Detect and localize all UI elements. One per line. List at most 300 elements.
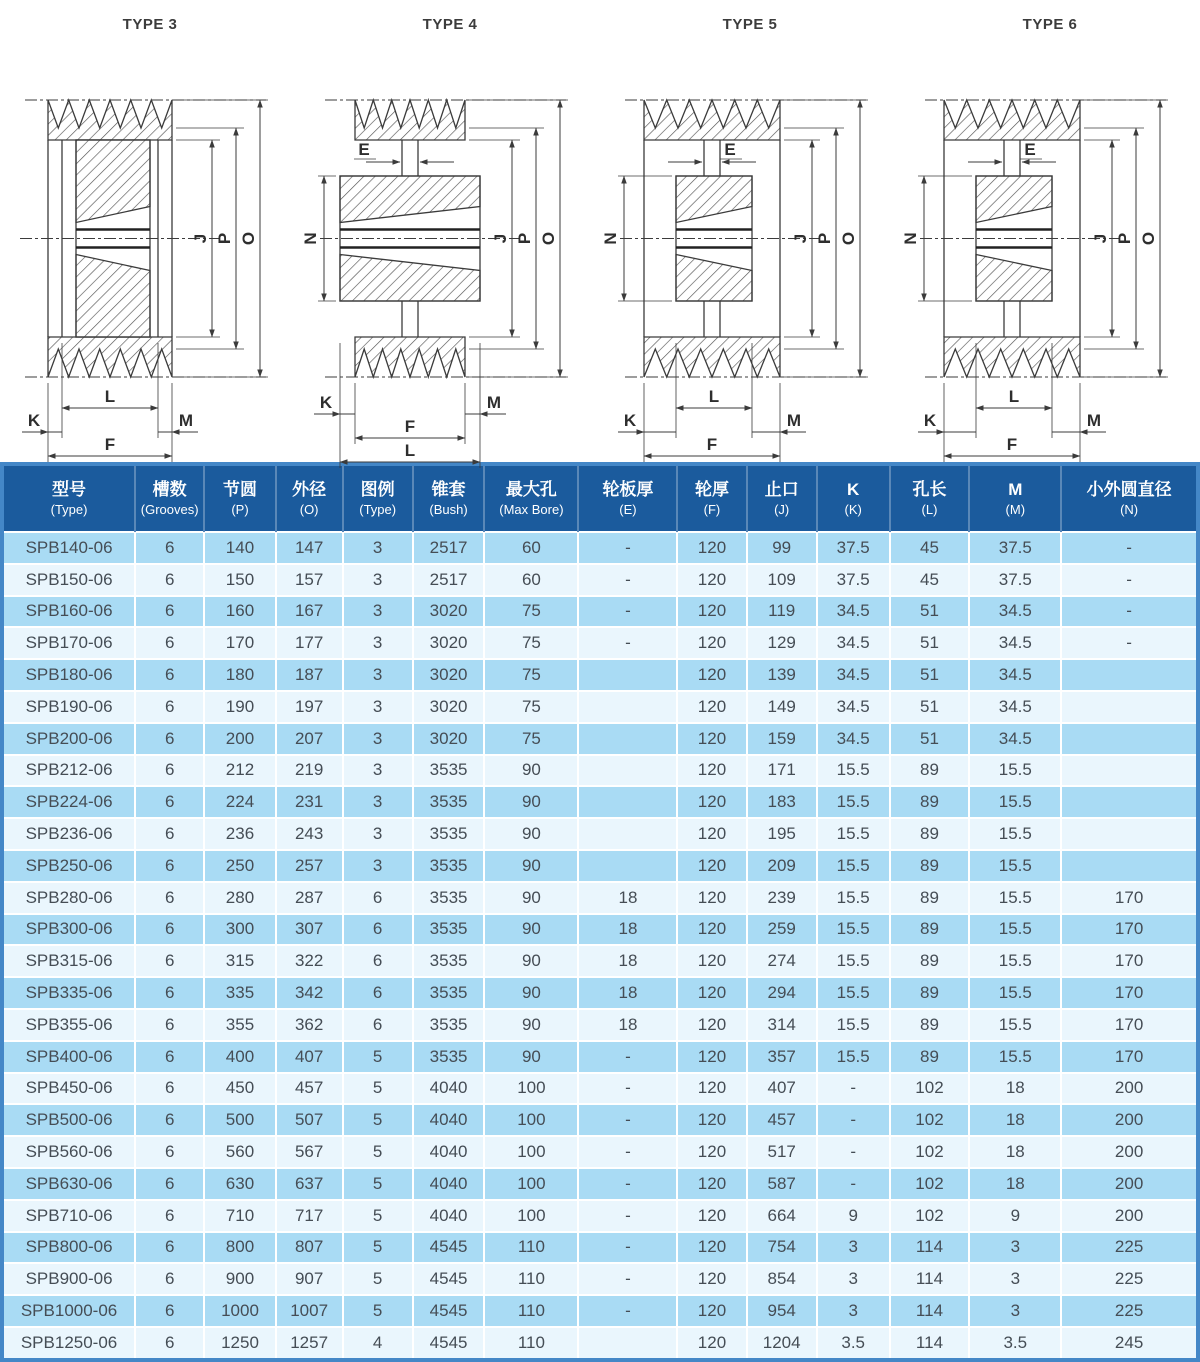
cell-j: 954: [747, 1295, 817, 1327]
cell-l: 89: [890, 914, 970, 946]
svg-text:J: J: [491, 233, 510, 244]
cell-n: 225: [1061, 1232, 1196, 1264]
type6-drawing-panel: [900, 0, 1200, 462]
cell-grooves: 6: [135, 1232, 204, 1264]
cell-legend: 6: [343, 882, 413, 914]
cell-f: 120: [677, 723, 746, 755]
cell-legend: 3: [343, 691, 413, 723]
cell-l: 89: [890, 977, 970, 1009]
cell-n: [1061, 818, 1196, 850]
cell-f: 120: [677, 1327, 746, 1358]
cell-m: 18: [969, 1168, 1061, 1200]
cell-n: 200: [1061, 1136, 1196, 1168]
cell-legend: 3: [343, 596, 413, 628]
cell-k: 3: [817, 1263, 890, 1295]
cell-e: -: [578, 1073, 677, 1105]
cell-e: [578, 1327, 677, 1358]
cell-maxbore: 110: [484, 1263, 578, 1295]
cell-pitch: 900: [204, 1263, 276, 1295]
cell-od: 567: [276, 1136, 343, 1168]
cell-n: 170: [1061, 882, 1196, 914]
table-row-SPB800-06: [4, 1232, 1196, 1264]
cell-j: 854: [747, 1263, 817, 1295]
cell-e: -: [578, 1136, 677, 1168]
cell-f: 120: [677, 691, 746, 723]
table-row-SPB200-06: [4, 723, 1196, 755]
svg-text:M: M: [486, 393, 502, 412]
cell-type: SPB250-06: [4, 850, 135, 882]
cell-f: 120: [677, 659, 746, 691]
cell-bush: 4545: [413, 1232, 485, 1264]
cell-pitch: 236: [204, 818, 276, 850]
cell-grooves: 6: [135, 1263, 204, 1295]
cell-type: SPB280-06: [4, 882, 135, 914]
cell-j: 139: [747, 659, 817, 691]
cell-l: 102: [890, 1200, 970, 1232]
table-row-SPB300-06: [4, 914, 1196, 946]
cell-pitch: 250: [204, 850, 276, 882]
cell-pitch: 160: [204, 596, 276, 628]
column-header-grooves: 槽数 (Grooves): [135, 466, 204, 532]
cell-legend: 5: [343, 1263, 413, 1295]
cell-type: SPB630-06: [4, 1168, 135, 1200]
cell-maxbore: 100: [484, 1136, 578, 1168]
type5-pulley-diagram: [600, 36, 900, 476]
cell-legend: 3: [343, 627, 413, 659]
cell-od: 362: [276, 1009, 343, 1041]
cell-maxbore: 100: [484, 1168, 578, 1200]
cell-maxbore: 100: [484, 1073, 578, 1105]
cell-maxbore: 90: [484, 755, 578, 787]
cell-j: 239: [747, 882, 817, 914]
column-header-j: 止口 (J): [747, 466, 817, 532]
cell-n: 170: [1061, 1009, 1196, 1041]
cell-f: 120: [677, 1073, 746, 1105]
svg-text:N: N: [601, 232, 620, 245]
cell-l: 45: [890, 532, 970, 564]
cell-m: 15.5: [969, 977, 1061, 1009]
table-row-SPB450-06: [4, 1073, 1196, 1105]
cell-maxbore: 100: [484, 1104, 578, 1136]
cell-e: -: [578, 1041, 677, 1073]
cell-k: 15.5: [817, 882, 890, 914]
cell-k: 37.5: [817, 532, 890, 564]
cell-l: 89: [890, 882, 970, 914]
cell-type: SPB224-06: [4, 786, 135, 818]
cell-f: 120: [677, 1041, 746, 1073]
cell-m: 15.5: [969, 945, 1061, 977]
svg-text:J: J: [191, 233, 210, 244]
svg-text:P: P: [815, 232, 834, 245]
cell-n: -: [1061, 532, 1196, 564]
cell-type: SPB500-06: [4, 1104, 135, 1136]
column-header-legend: 图例 (Type): [343, 466, 413, 532]
cell-maxbore: 75: [484, 596, 578, 628]
cell-m: 18: [969, 1136, 1061, 1168]
svg-text:P: P: [215, 232, 234, 245]
cell-e: 18: [578, 1009, 677, 1041]
cell-j: 259: [747, 914, 817, 946]
cell-k: -: [817, 1073, 890, 1105]
cell-legend: 3: [343, 564, 413, 596]
cell-od: 257: [276, 850, 343, 882]
cell-legend: 3: [343, 850, 413, 882]
cell-k: -: [817, 1104, 890, 1136]
cell-k: 15.5: [817, 786, 890, 818]
cell-j: 294: [747, 977, 817, 1009]
svg-text:O: O: [839, 231, 858, 246]
cell-l: 89: [890, 945, 970, 977]
cell-legend: 5: [343, 1041, 413, 1073]
cell-od: 1007: [276, 1295, 343, 1327]
cell-od: 717: [276, 1200, 343, 1232]
cell-pitch: 150: [204, 564, 276, 596]
cell-f: 120: [677, 532, 746, 564]
cell-m: 15.5: [969, 882, 1061, 914]
cell-l: 102: [890, 1104, 970, 1136]
cell-legend: 6: [343, 945, 413, 977]
cell-m: 15.5: [969, 850, 1061, 882]
cell-m: 37.5: [969, 532, 1061, 564]
cell-od: 807: [276, 1232, 343, 1264]
cell-m: 3: [969, 1295, 1061, 1327]
cell-n: 170: [1061, 945, 1196, 977]
cell-m: 34.5: [969, 723, 1061, 755]
cell-e: [578, 850, 677, 882]
cell-od: 207: [276, 723, 343, 755]
cell-k: -: [817, 1136, 890, 1168]
cell-pitch: 280: [204, 882, 276, 914]
cell-bush: 3535: [413, 786, 485, 818]
svg-text:L: L: [1008, 387, 1020, 406]
cell-l: 114: [890, 1232, 970, 1264]
cell-bush: 3535: [413, 914, 485, 946]
cell-k: 15.5: [817, 1041, 890, 1073]
cell-grooves: 6: [135, 1200, 204, 1232]
cell-od: 287: [276, 882, 343, 914]
cell-f: 120: [677, 914, 746, 946]
cell-f: 120: [677, 1136, 746, 1168]
cell-legend: 3: [343, 659, 413, 691]
cell-l: 89: [890, 1041, 970, 1073]
cell-f: 120: [677, 596, 746, 628]
cell-maxbore: 75: [484, 691, 578, 723]
cell-k: 3.5: [817, 1327, 890, 1358]
table-row-SPB355-06: [4, 1009, 1196, 1041]
cell-e: 18: [578, 882, 677, 914]
cell-k: 34.5: [817, 627, 890, 659]
svg-text:L: L: [404, 441, 416, 460]
cell-k: 15.5: [817, 818, 890, 850]
cell-maxbore: 90: [484, 1009, 578, 1041]
cell-e: -: [578, 564, 677, 596]
type5-drawing-panel: [600, 0, 900, 462]
type4-title: TYPE 4: [422, 16, 478, 33]
cell-bush: 4545: [413, 1263, 485, 1295]
svg-text:F: F: [404, 417, 416, 436]
cell-l: 102: [890, 1136, 970, 1168]
cell-j: 209: [747, 850, 817, 882]
cell-type: SPB450-06: [4, 1073, 135, 1105]
cell-m: 15.5: [969, 1009, 1061, 1041]
svg-text:J: J: [1091, 233, 1110, 244]
cell-grooves: 6: [135, 1136, 204, 1168]
cell-grooves: 6: [135, 659, 204, 691]
cell-grooves: 6: [135, 977, 204, 1009]
table-row-SPB170-06: [4, 627, 1196, 659]
cell-k: 3: [817, 1232, 890, 1264]
svg-text:P: P: [515, 232, 534, 245]
cell-grooves: 6: [135, 1104, 204, 1136]
cell-bush: 3020: [413, 659, 485, 691]
cell-k: 3: [817, 1295, 890, 1327]
cell-type: SPB140-06: [4, 532, 135, 564]
cell-maxbore: 60: [484, 564, 578, 596]
cell-f: 120: [677, 977, 746, 1009]
cell-j: 129: [747, 627, 817, 659]
cell-n: [1061, 755, 1196, 787]
table-row-SPB630-06: [4, 1168, 1196, 1200]
cell-pitch: 212: [204, 755, 276, 787]
cell-j: 754: [747, 1232, 817, 1264]
cell-od: 507: [276, 1104, 343, 1136]
cell-type: SPB200-06: [4, 723, 135, 755]
cell-grooves: 6: [135, 1327, 204, 1358]
column-header-k: K (K): [817, 466, 890, 532]
cell-type: SPB800-06: [4, 1232, 135, 1264]
cell-maxbore: 90: [484, 786, 578, 818]
cell-type: SPB212-06: [4, 755, 135, 787]
cell-maxbore: 75: [484, 659, 578, 691]
cell-n: [1061, 659, 1196, 691]
type3-drawing-panel: [0, 0, 300, 462]
cell-bush: 3535: [413, 1009, 485, 1041]
table-row-SPB315-06: [4, 945, 1196, 977]
cell-type: SPB335-06: [4, 977, 135, 1009]
cell-bush: 3535: [413, 850, 485, 882]
cell-l: 102: [890, 1168, 970, 1200]
cell-grooves: 6: [135, 818, 204, 850]
table-row-SPB224-06: [4, 786, 1196, 818]
cell-n: [1061, 850, 1196, 882]
cell-od: 167: [276, 596, 343, 628]
cell-m: 15.5: [969, 786, 1061, 818]
cell-od: 187: [276, 659, 343, 691]
cell-od: 637: [276, 1168, 343, 1200]
cell-grooves: 6: [135, 850, 204, 882]
svg-text:P: P: [1115, 232, 1134, 245]
cell-legend: 4: [343, 1327, 413, 1358]
cell-pitch: 1250: [204, 1327, 276, 1358]
cell-type: SPB315-06: [4, 945, 135, 977]
cell-m: 15.5: [969, 914, 1061, 946]
cell-bush: 4040: [413, 1104, 485, 1136]
cell-j: 149: [747, 691, 817, 723]
cell-type: SPB300-06: [4, 914, 135, 946]
cell-pitch: 630: [204, 1168, 276, 1200]
cell-j: 407: [747, 1073, 817, 1105]
cell-grooves: 6: [135, 1009, 204, 1041]
cell-m: 3: [969, 1232, 1061, 1264]
table-row-SPB280-06: [4, 882, 1196, 914]
cell-n: 200: [1061, 1200, 1196, 1232]
cell-bush: 2517: [413, 532, 485, 564]
type4-pulley-diagram: [300, 36, 600, 476]
cell-legend: 5: [343, 1073, 413, 1105]
svg-text:E: E: [1024, 140, 1036, 159]
cell-k: 15.5: [817, 914, 890, 946]
table-row-SPB500-06: [4, 1104, 1196, 1136]
cell-pitch: 200: [204, 723, 276, 755]
cell-maxbore: 90: [484, 818, 578, 850]
cell-l: 45: [890, 564, 970, 596]
cell-f: 120: [677, 882, 746, 914]
cell-od: 243: [276, 818, 343, 850]
cell-maxbore: 110: [484, 1295, 578, 1327]
cell-grooves: 6: [135, 1041, 204, 1073]
pulley-drawings-section: [0, 0, 1200, 462]
cell-pitch: 355: [204, 1009, 276, 1041]
cell-grooves: 6: [135, 914, 204, 946]
table-row-SPB400-06: [4, 1041, 1196, 1073]
cell-grooves: 6: [135, 627, 204, 659]
cell-l: 89: [890, 850, 970, 882]
cell-n: -: [1061, 596, 1196, 628]
cell-k: 34.5: [817, 659, 890, 691]
cell-od: 407: [276, 1041, 343, 1073]
cell-e: -: [578, 627, 677, 659]
type3-title: TYPE 3: [122, 16, 178, 33]
cell-f: 120: [677, 945, 746, 977]
cell-k: 34.5: [817, 723, 890, 755]
cell-legend: 5: [343, 1104, 413, 1136]
cell-bush: 3535: [413, 945, 485, 977]
cell-f: 120: [677, 1295, 746, 1327]
cell-type: SPB160-06: [4, 596, 135, 628]
cell-legend: 5: [343, 1136, 413, 1168]
cell-pitch: 180: [204, 659, 276, 691]
cell-maxbore: 100: [484, 1200, 578, 1232]
cell-od: 907: [276, 1263, 343, 1295]
cell-m: 34.5: [969, 627, 1061, 659]
cell-bush: 3020: [413, 596, 485, 628]
table-row-SPB900-06: [4, 1263, 1196, 1295]
cell-type: SPB180-06: [4, 659, 135, 691]
svg-text:F: F: [706, 435, 718, 454]
cell-type: SPB150-06: [4, 564, 135, 596]
cell-l: 114: [890, 1327, 970, 1358]
column-header-l: 孔长 (L): [890, 466, 970, 532]
cell-e: -: [578, 532, 677, 564]
cell-legend: 6: [343, 914, 413, 946]
cell-pitch: 170: [204, 627, 276, 659]
cell-f: 120: [677, 755, 746, 787]
svg-text:J: J: [791, 233, 810, 244]
cell-grooves: 6: [135, 786, 204, 818]
cell-od: 177: [276, 627, 343, 659]
cell-od: 457: [276, 1073, 343, 1105]
cell-m: 34.5: [969, 659, 1061, 691]
cell-od: 342: [276, 977, 343, 1009]
cell-grooves: 6: [135, 1295, 204, 1327]
cell-n: 200: [1061, 1073, 1196, 1105]
cell-k: 9: [817, 1200, 890, 1232]
cell-f: 120: [677, 1104, 746, 1136]
cell-l: 51: [890, 659, 970, 691]
cell-pitch: 1000: [204, 1295, 276, 1327]
cell-e: -: [578, 1104, 677, 1136]
table-row-SPB335-06: [4, 977, 1196, 1009]
svg-text:K: K: [27, 411, 41, 430]
cell-bush: 3535: [413, 882, 485, 914]
cell-od: 231: [276, 786, 343, 818]
column-header-n: 小外圆直径 (N): [1061, 466, 1196, 532]
table-row-SPB236-06: [4, 818, 1196, 850]
cell-k: -: [817, 1168, 890, 1200]
type4-drawing-panel: [300, 0, 600, 462]
table-row-SPB710-06: [4, 1200, 1196, 1232]
cell-maxbore: 90: [484, 1041, 578, 1073]
cell-legend: 3: [343, 532, 413, 564]
cell-maxbore: 90: [484, 945, 578, 977]
cell-legend: 6: [343, 1009, 413, 1041]
cell-pitch: 800: [204, 1232, 276, 1264]
cell-bush: 4040: [413, 1200, 485, 1232]
column-header-pitch: 节圆 (P): [204, 466, 276, 532]
table-row-SPB190-06: [4, 691, 1196, 723]
cell-e: [578, 659, 677, 691]
cell-bush: 3535: [413, 977, 485, 1009]
svg-text:N: N: [901, 232, 920, 245]
cell-bush: 4040: [413, 1136, 485, 1168]
cell-l: 89: [890, 1009, 970, 1041]
cell-type: SPB190-06: [4, 691, 135, 723]
cell-k: 15.5: [817, 850, 890, 882]
column-header-e: 轮板厚 (E): [578, 466, 677, 532]
svg-text:L: L: [708, 387, 720, 406]
cell-l: 51: [890, 691, 970, 723]
cell-e: [578, 755, 677, 787]
cell-j: 457: [747, 1104, 817, 1136]
svg-text:K: K: [623, 411, 637, 430]
cell-pitch: 224: [204, 786, 276, 818]
cell-f: 120: [677, 564, 746, 596]
cell-grooves: 6: [135, 755, 204, 787]
cell-legend: 6: [343, 977, 413, 1009]
cell-maxbore: 90: [484, 914, 578, 946]
cell-m: 15.5: [969, 755, 1061, 787]
cell-m: 9: [969, 1200, 1061, 1232]
cell-pitch: 190: [204, 691, 276, 723]
type6-title: TYPE 6: [1022, 16, 1078, 33]
cell-maxbore: 90: [484, 850, 578, 882]
cell-f: 120: [677, 1168, 746, 1200]
cell-j: 357: [747, 1041, 817, 1073]
cell-od: 1257: [276, 1327, 343, 1358]
cell-maxbore: 110: [484, 1232, 578, 1264]
cell-od: 157: [276, 564, 343, 596]
cell-bush: 3535: [413, 1041, 485, 1073]
cell-l: 89: [890, 818, 970, 850]
cell-pitch: 710: [204, 1200, 276, 1232]
svg-text:O: O: [539, 231, 558, 246]
cell-e: -: [578, 1263, 677, 1295]
cell-f: 120: [677, 1263, 746, 1295]
cell-od: 322: [276, 945, 343, 977]
cell-n: -: [1061, 627, 1196, 659]
cell-n: 225: [1061, 1263, 1196, 1295]
cell-m: 18: [969, 1104, 1061, 1136]
